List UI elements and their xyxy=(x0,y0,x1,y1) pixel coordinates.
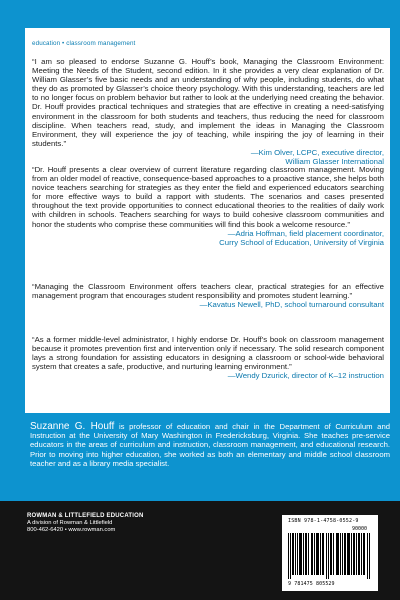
quote-attribution: —Wendy Dzurick, director of K–12 instruction xyxy=(227,371,384,381)
quote-attribution-affiliation: Curry School of Education, University of Virginia xyxy=(219,237,384,247)
endorsement-quote-4 xyxy=(32,335,384,380)
endorsement-quote-3 xyxy=(32,282,384,309)
quote-attribution-affiliation: William Glasser International xyxy=(285,157,384,167)
publisher-block xyxy=(27,513,144,535)
publisher-division: A division of Rowman & Littlefield xyxy=(27,520,113,527)
publisher-name: ROWMAN & LITTLEFIELD EDUCATION xyxy=(27,513,144,519)
quote-text: “Dr. Houff presents a clear overview of current literature regarding classroom management. Moving from an older model of reactive, consequence-based approaches to a proactive stance, she helps both novice teachers searching for strategies as they enter the field and experienced educators searching for more effective ways to build a rapport with students. The scenarios and cases presented throughout the text provide opportunities to connect educational theories to the realities of daily work with children in schools. Teachers searching for ways to build cohesive classroom communities and honor the students who comprise these communities will find this book a welcome resource.” xyxy=(32,165,384,229)
endorsement-quote-1 xyxy=(32,57,384,166)
barcode-number: 9 781475 805529 xyxy=(288,581,335,587)
publisher-footer xyxy=(0,501,400,600)
endorsements-panel xyxy=(25,28,390,413)
barcode-icon xyxy=(288,533,372,579)
quote-attribution: —Kim Olver, LCPC, executive director, xyxy=(250,147,384,157)
price-code: 90000 xyxy=(352,526,368,532)
top-band xyxy=(0,0,400,28)
category-tag: education • classroom management xyxy=(32,40,136,47)
publisher-contact: 800-462-6420 • www.rowman.com xyxy=(27,527,116,534)
author-bio xyxy=(30,422,390,468)
quote-attribution: —Adria Hoffman, field placement coordinator, xyxy=(227,228,384,238)
quote-text: “I am so pleased to endorse Suzanne G. Houff’s book, Managing the Classroom Environment: Meeting the Needs of the Student, second edition. In it she provides a very clear explanation of Dr. William Glasser’s five basic needs and an understanding of why people, including students, do what they do as promoted by Glasser’s choice theory psychology. With this understanding, teachers are led to no longer focus on problem behavior but rather to look at the underlying need creating the behavior. Dr. Houff provides practical techniques and strategies that are effective in creating a need-satisfying environment in the classroom for both students and teachers, thus reducing the need for classroom discipline. When teachers read, study, and implement the ideas in Managing the Classroom Environment, they will experience the joy of teaching, while inspiring the joy of learning in their students.” xyxy=(32,57,384,148)
barcode-box xyxy=(282,515,378,591)
quote-attribution: —Kavatus Newell, PhD, school turnaround consultant xyxy=(199,300,384,310)
isbn-label: ISBN 978-1-4758-0552-9 xyxy=(288,518,359,524)
quote-text: “As a former middle-level administrator, I highly endorse Dr. Houff’s book on classroom management because it promotes prevention first and intervention only if necessary. The solid research component lays a strong foundation for assisting educators in designing a classroom or school-wide behavioral system that creates a safe, productive, and nurturing learning environment.” xyxy=(32,335,384,372)
author-bio-text: is professor of education and chair in the Department of Curriculum and Instruction at the University of Mary Washington in Fredericksburg, Virginia. She teaches pre-service educators in the areas of curriculum and instruction, classroom management, and educational research. Prior to moving into higher education, she worked as both an elementary and middle school classroom teacher and as a library media specialist. xyxy=(30,422,390,468)
quote-text: “Managing the Classroom Environment offers teachers clear, practical strategies for an effective management program that encourages student responsibility and promotes student learning.” xyxy=(32,282,384,301)
endorsement-quote-2 xyxy=(32,165,384,247)
author-name: Suzanne G. Houff xyxy=(30,421,115,432)
